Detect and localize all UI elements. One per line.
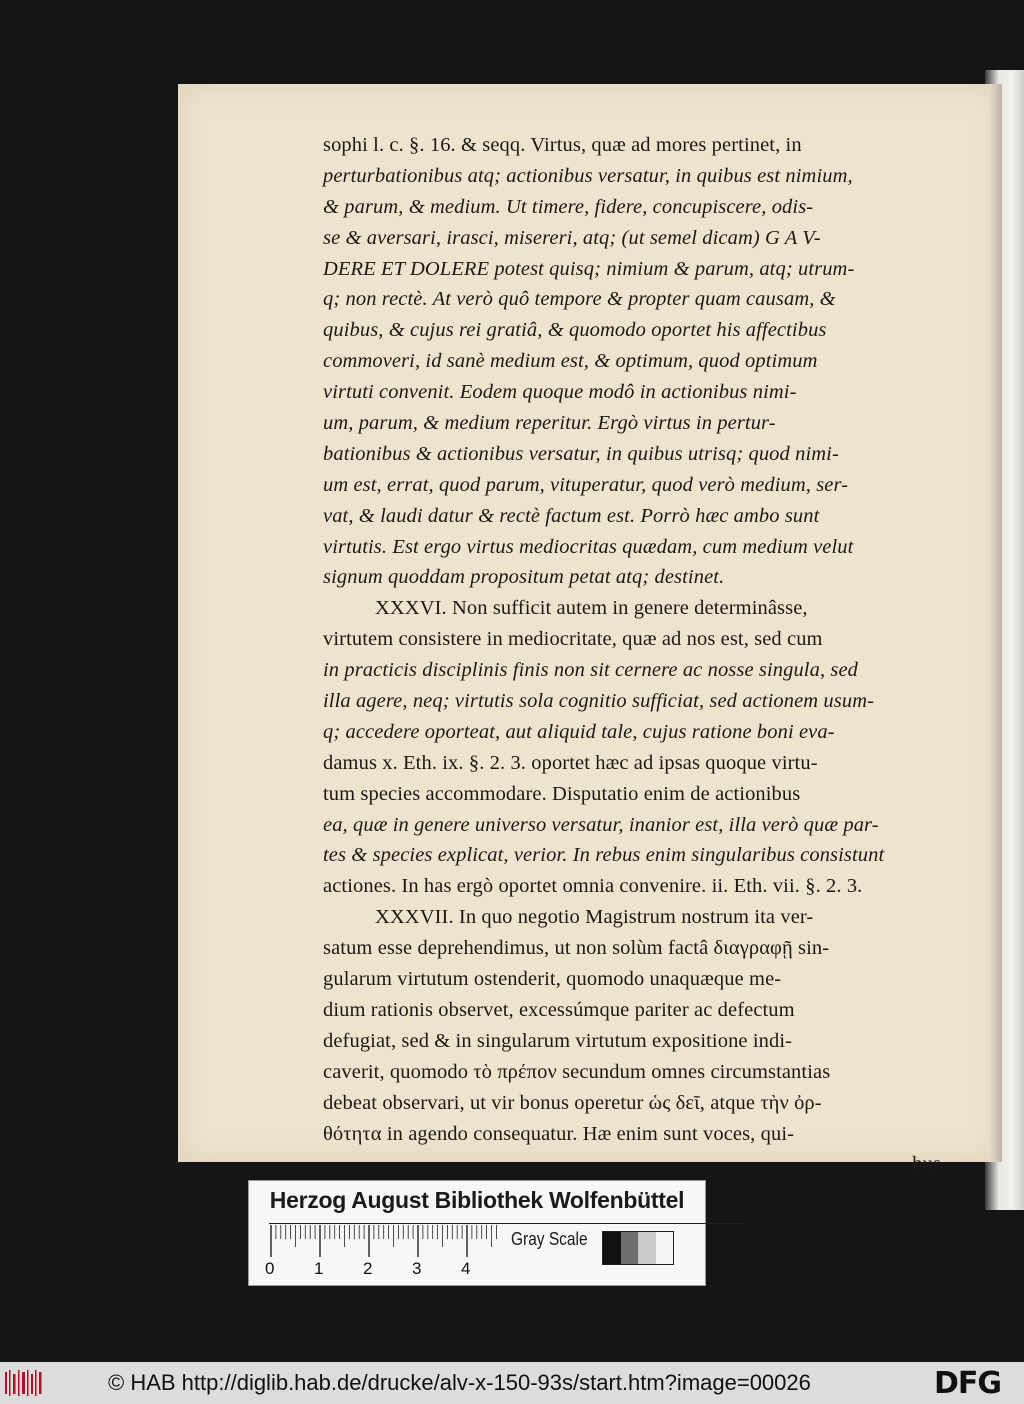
ruler-number: 1 [314,1259,324,1278]
text-line: um est, errat, quod parum, vituperatur, quod verò medium, ser- [323,473,849,496]
text-line: virtuti convenit. Eodem quoque modô in actionibus nimi- [323,381,797,404]
document-page [178,84,1000,1176]
gray-patch [656,1232,674,1264]
text-line: virtutis. Est ergo virtus mediocritas quædam, cum medium velut [323,535,854,558]
text-line: q; accedere oporteat, aut aliquid tale, cujus ratione boni eva- [323,720,835,743]
text-line: vat, & laudi datur & rectè factum est. Porrò hæc ambo sunt [323,504,820,527]
ruler-number: 2 [363,1259,373,1278]
text-line: ea, quæ in genere universo versatur, inanior est, illa verò quæ par- [323,813,879,836]
gray-scale-label: Gray Scale [511,1229,588,1249]
text-line: se & aversari, irasci, misereri, atq; (ut semel dicam) G A V- [323,226,821,249]
text-line: bus [912,1153,941,1176]
text-line: virtutem consistere in mediocritate, quæ ad nos est, sed cum [323,628,823,651]
text-line: signum quoddam propositum petat atq; destinet. [323,566,725,589]
text-line: tum species accommodare. Disputatio enim de actionibus [323,782,801,805]
text-line: um, parum, & medium reperitur. Ergò virtus in pertur- [323,412,776,435]
dfg-logo: DFG [934,1366,1002,1401]
ruler-number: 0 [265,1259,275,1278]
text-line: commoveri, id sanè medium est, & optimum, quod optimum [323,350,818,373]
ruler-scale [269,1225,501,1261]
text-line: defugiat, sed & in singularum virtutum expositione indi- [323,1029,793,1052]
ruler-number: 4 [461,1259,471,1278]
text-line: θότητα in agendo consequatur. Hæ enim sunt voces, qui- [323,1122,795,1145]
text-line: quibus, & cujus rei gratiâ, & quomodo oportet his affectibus [323,319,827,342]
card-divider [269,1223,744,1224]
text-line: perturbationibus atq; actionibus versatur, in quibus est nimium, [323,164,853,187]
ruler-numbers [265,1259,505,1281]
text-line: gularum virtutum ostenderit, quomodo unaquæque me- [323,968,782,991]
text-line: in practicis disciplinis finis non sit cernere ac nosse singula, sed [323,659,859,682]
ruler-number: 3 [412,1259,422,1278]
page-edge [990,84,1002,1162]
text-line: bationibus & actionibus versatur, in quibus utrisq; quod nimi- [323,442,839,465]
text-line: DERE ET DOLERE potest quisq; nimium & parum, atq; utrum- [323,257,855,280]
text-line: actiones. In has ergò oportet omnia convenire. ii. Eth. vii. §. 2. 3. [323,875,863,898]
text-line: debeat observari, ut vir bonus operetur ὡς δεῖ, atque τὴν ὀρ- [323,1091,822,1114]
gray-patch [603,1232,621,1264]
text-line: XXXVI. Non sufficit autem in genere determinâsse, [375,597,808,620]
gray-scale-patches [602,1231,674,1265]
viewer-footer [0,1362,1024,1404]
text-line: sophi l. c. §. 16. & seqq. Virtus, quæ ad mores pertinet, in [323,134,802,156]
text-line: illa agere, neq; virtutis sola cognitio sufficiat, sed actionem usum- [323,690,875,713]
text-line: damus x. Eth. ix. §. 2. 3. oportet hæc ad ipsas quoque virtu- [323,751,818,774]
text-line: XXXVII. In quo negotio Magistrum nostrum ita ver- [375,906,814,929]
page-text-block [323,130,941,1180]
color-calibration-card [248,1180,706,1286]
text-line: caverit, quomodo τὸ πρέπον secundum omnes circumstantias [323,1060,831,1083]
text-line: satum esse deprehendimus, ut non solùm factâ διαγραφῇ sin- [323,937,830,960]
card-title: Herzog August Bibliothek Wolfenbüttel [269,1187,685,1213]
text-line: dium rationis observet, excessúmque pariter ac defectum [323,998,795,1021]
hab-barcode-icon [4,1368,44,1398]
text-line: tes & species explicat, verior. In rebus enim singularibus consistunt [323,844,885,867]
gray-patch [638,1232,656,1264]
text-line: q; non rectè. At verò quô tempore & propter quam causam, & [323,288,836,311]
text-line: & parum, & medium. Ut timere, fidere, concupiscere, odis- [323,195,814,218]
footer-copyright-url[interactable]: © HAB http://diglib.hab.de/drucke/alv-x-150-93s/start.htm?image=00026 [108,1370,811,1395]
gray-patch [621,1232,639,1264]
